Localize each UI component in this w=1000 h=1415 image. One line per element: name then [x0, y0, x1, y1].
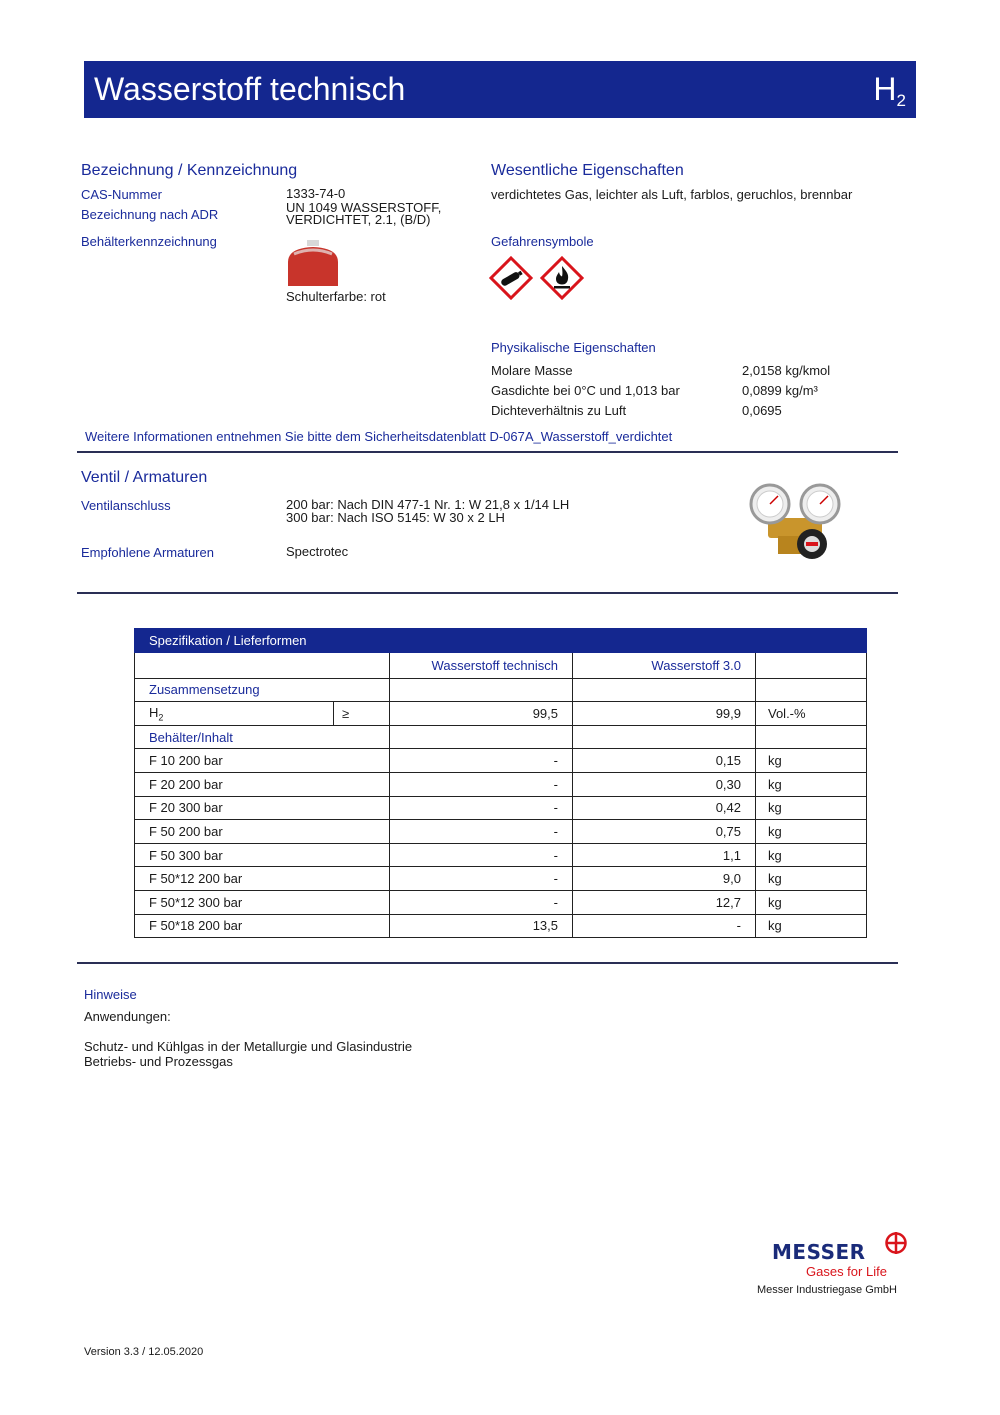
spec-table-title-row [135, 629, 867, 653]
value-technisch: - [390, 867, 573, 891]
container-name: F 50 200 bar [135, 820, 390, 844]
value-technisch: - [390, 890, 573, 914]
value-3-0: 0,75 [573, 820, 756, 844]
adr-label: Bezeichnung nach ADR [81, 207, 219, 222]
pressure-regulator-icon [748, 482, 844, 564]
section-heading-eigenschaften: Wesentliche Eigenschaften [491, 162, 684, 179]
value-3-0: 0,42 [573, 796, 756, 820]
container-name: F 50*12 200 bar [135, 867, 390, 891]
section-row-behaelter [135, 725, 867, 749]
messer-logo-text: MESSER [772, 1240, 866, 1264]
phys-value-1: 0,0899 kg/m³ [742, 383, 818, 398]
table-row [135, 843, 867, 867]
divider [77, 451, 898, 453]
version-info: Version 3.3 / 12.05.2020 [84, 1346, 204, 1358]
behaelter-label: Behälterkennzeichnung [81, 234, 217, 249]
container-name: F 50*18 200 bar [135, 914, 390, 938]
sdb-note: Weitere Informationen entnehmen Sie bitte dem Sicherheitsdatenblatt D-067A_Wasserstoff_verdichtet [85, 429, 673, 444]
adr-value-line1: UN 1049 WASSERSTOFF, [286, 200, 442, 215]
anwendung-line2: Betriebs- und Prozessgas [84, 1054, 233, 1069]
unit-cell: Vol.-% [756, 702, 867, 726]
container-name: F 50*12 300 bar [135, 890, 390, 914]
unit-cell: kg [756, 843, 867, 867]
unit-cell: kg [756, 914, 867, 938]
value-technisch: 13,5 [390, 914, 573, 938]
table-row [135, 702, 867, 726]
table-row [135, 914, 867, 938]
unit-cell: kg [756, 749, 867, 773]
schulterfarbe: Schulterfarbe: rot [286, 289, 386, 304]
unit-cell: kg [756, 890, 867, 914]
container-name: F 20 200 bar [135, 772, 390, 796]
value-technisch: - [390, 796, 573, 820]
behaelter-inhalt-label: Behälter/Inhalt [135, 725, 390, 749]
messer-slogan: Gases for Life [806, 1264, 887, 1279]
column-header-3-0: Wasserstoff 3.0 [573, 652, 756, 678]
messer-logo-icon [884, 1231, 908, 1255]
value-technisch: - [390, 749, 573, 773]
value-3-0: 99,9 [573, 702, 756, 726]
phys-value-2: 0,0695 [742, 403, 782, 418]
gas-cylinder-icon [489, 256, 533, 300]
cas-label: CAS-Nummer [81, 187, 162, 202]
phys-label-2: Dichteverhältnis zu Luft [491, 403, 627, 418]
ventilanschluss-label: Ventilanschluss [81, 498, 171, 513]
page-title: Wasserstoff technisch [94, 71, 406, 107]
value-technisch: - [390, 843, 573, 867]
phys-value-0: 2,0158 kg/kmol [742, 363, 831, 378]
section-heading-bezeichnung: Bezeichnung / Kennzeichnung [81, 162, 298, 179]
company-name: Messer Industriegase GmbH [757, 1284, 897, 1296]
eigenschaften-text: verdichtetes Gas, leichter als Luft, farblos, geruchlos, brennbar [491, 187, 853, 202]
ventilanschluss-line2: 300 bar: Nach ISO 5145: W 30 x 2 LH [286, 510, 505, 525]
value-3-0: 12,7 [573, 890, 756, 914]
value-technisch: 99,5 [390, 702, 573, 726]
container-name: F 20 300 bar [135, 796, 390, 820]
table-row [135, 772, 867, 796]
flame-icon [540, 256, 584, 300]
value-technisch: - [390, 820, 573, 844]
adr-value-line2: VERDICHTET, 2.1, (B/D) [286, 212, 431, 227]
unit-cell: kg [756, 867, 867, 891]
cas-value: 1333-74-0 [286, 186, 346, 201]
value-3-0: 0,15 [573, 749, 756, 773]
operator-cell: ≥ [334, 702, 390, 726]
table-row [135, 867, 867, 891]
value-technisch: - [390, 772, 573, 796]
phys-label-1: Gasdichte bei 0°C und 1,013 bar [491, 383, 680, 398]
value-3-0: 0,30 [573, 772, 756, 796]
divider [77, 592, 898, 594]
unit-cell: kg [756, 796, 867, 820]
section-heading-ventil: Ventil / Armaturen [81, 469, 208, 486]
section-row-zusammensetzung [135, 678, 867, 702]
unit-cell: kg [756, 820, 867, 844]
chemical-formula: $H_2$ [873, 71, 906, 110]
armaturen-label: Empfohlene Armaturen [81, 545, 214, 560]
hinweise-heading: Hinweise [84, 987, 137, 1002]
anwendung-line1: Schutz- und Kühlgas in der Metallurgie und Glasindustrie [84, 1039, 413, 1054]
spec-column-header-row [135, 652, 867, 678]
spec-table [134, 628, 867, 938]
physikalisch-heading: Physikalische Eigenschaften [491, 340, 656, 355]
column-header-technisch: Wasserstoff technisch [390, 652, 573, 678]
value-3-0: - [573, 914, 756, 938]
container-name: F 50 300 bar [135, 843, 390, 867]
table-row [135, 749, 867, 773]
cylinder-shoulder-icon [288, 240, 338, 286]
phys-label-0: Molare Masse [491, 363, 573, 378]
title-banner [84, 61, 916, 118]
value-3-0: 1,1 [573, 843, 756, 867]
h2-formula-cell: $H_2$ [135, 702, 334, 726]
gefahren-label: Gefahrensymbole [491, 234, 594, 249]
container-name: F 10 200 bar [135, 749, 390, 773]
armaturen-value: Spectrotec [286, 544, 349, 559]
divider [77, 962, 898, 964]
zusammensetzung-label: Zusammensetzung [135, 678, 390, 702]
unit-cell: kg [756, 772, 867, 796]
spec-title: Spezifikation / Lieferformen [135, 629, 867, 653]
value-3-0: 9,0 [573, 867, 756, 891]
table-row [135, 820, 867, 844]
table-row [135, 796, 867, 820]
table-row [135, 890, 867, 914]
ventilanschluss-line1: 200 bar: Nach DIN 477-1 Nr. 1: W 21,8 x 1/14 LH [286, 497, 570, 512]
anwendungen-label: Anwendungen: [84, 1009, 171, 1024]
